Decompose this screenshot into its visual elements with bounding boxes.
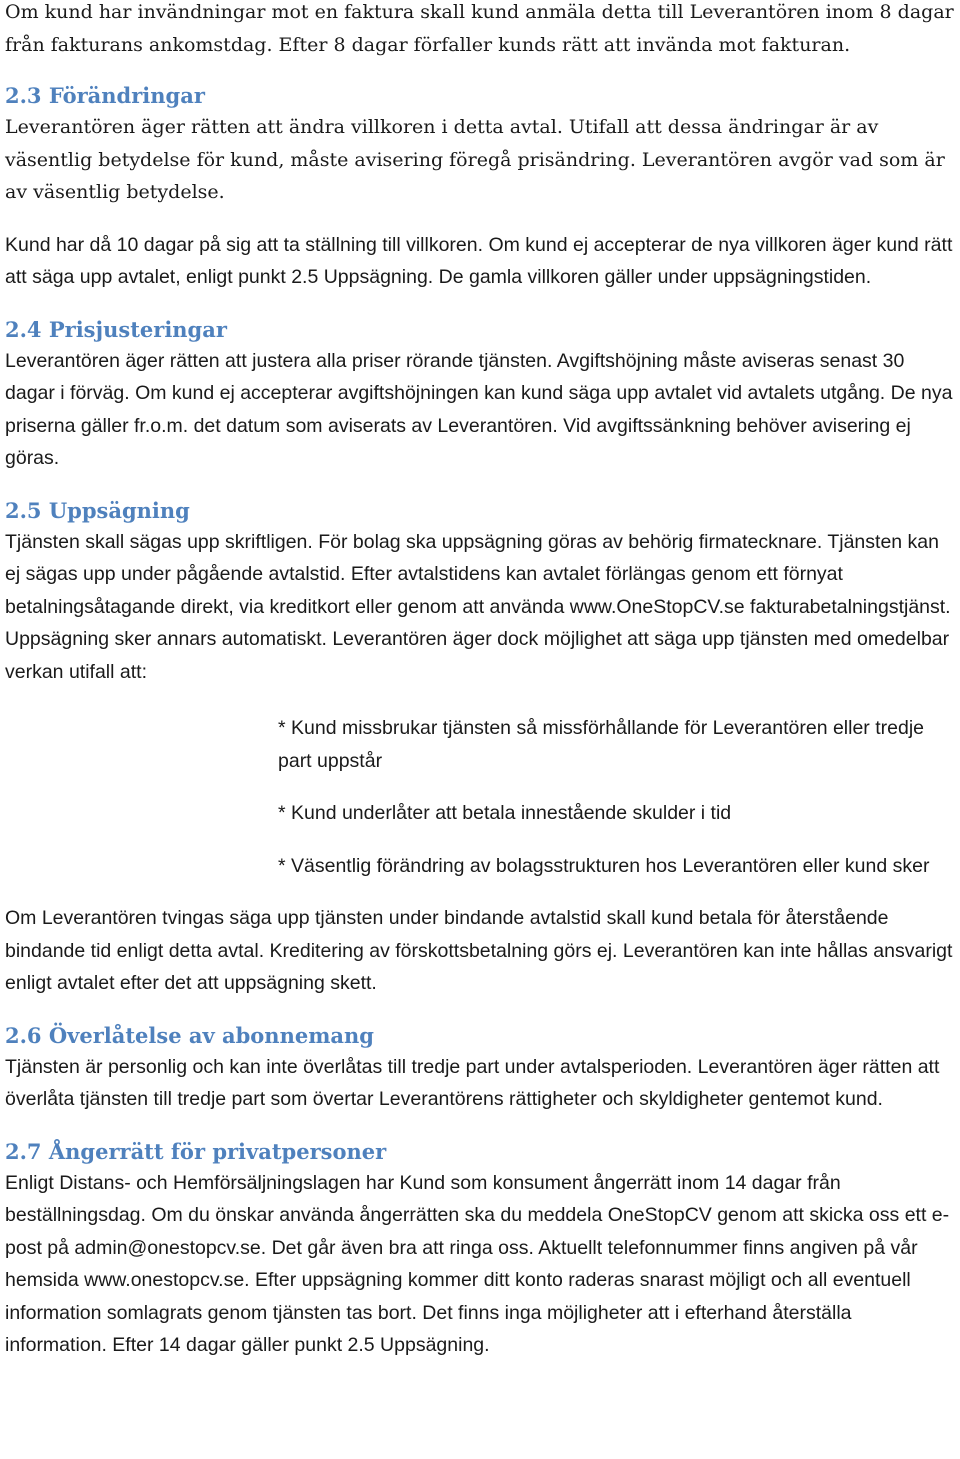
intro-paragraph: Om kund har invändningar mot en faktura skall kund anmäla detta till Leverantören inom 8 dagar från fakturans ankomstdag. Efter 8 dagar förfaller kunds rätt att invända mot fakturan. <box>5 1 954 56</box>
section-2-5 <box>5 496 955 1000</box>
list-item: * Kund missbrukar tjänsten så missförhållande för Leverantören eller tredje part uppstår <box>278 717 924 772</box>
section-2-5-paragraph-2: Om Leverantören tvingas säga upp tjänsten under bindande avtalstid skall kund betala för återstående bindande tid enligt detta avtal. Kreditering av förskottsbetalning görs ej. Leverantören kan inte hållas ansvarigt enligt avtalet efter det att uppsägning skett. <box>5 907 953 994</box>
section-heading-2-6: 2.6 Överlåtelse av abonnemang <box>5 1022 374 1048</box>
section-heading-2-7: 2.7 Ångerrätt för privatpersoner <box>5 1138 387 1164</box>
section-heading-2-3: 2.3 Förändringar <box>5 83 205 108</box>
section-2-4 <box>5 315 955 475</box>
document-page <box>5 0 955 1362</box>
section-2-6 <box>5 1021 955 1116</box>
section-2-5-paragraph-1: Tjänsten skall sägas upp skriftligen. För bolag ska uppsägning göras av behörig firmatecknare. Tjänsten kan ej sägas upp under pågående avtalstid. Efter avtalstidens kan avtalet förlängas genom ett förnyat betalningsåtagande direkt, via kreditkort eller genom att använda www.OneStopCV.se fakturabetalningstjänst. Uppsägning sker annars automatiskt. Leverantören äger dock möjlighet att säga upp tjänsten med omedelbar verkan utifall att: <box>5 530 951 683</box>
section-2-3-paragraph-1: Leverantören äger rätten att ändra villkoren i detta avtal. Utifall att dessa ändringar är av väsentlig betydelse för kund, måste avisering föregå prisändring. Leverantören avgör vad som är av väsentlig betydelse. <box>5 116 945 203</box>
section-2-7 <box>5 1137 955 1362</box>
section-heading-2-4: 2.4 Prisjusteringar <box>5 316 227 342</box>
section-2-6-paragraph-1: Tjänsten är personlig och kan inte överlåtas till tredje part under avtalsperioden. Leverantören äger rätten att överlåta tjänsten till tredje part som övertar Leverantörens rättigheter och skyldigheter gentemot kund. <box>5 1055 940 1110</box>
section-2-3-paragraph-2: Kund har då 10 dagar på sig att ta ställning till villkoren. Om kund ej accepterar de nya villkoren äger kund rätt att säga upp avtalet, enligt punkt 2.5 Uppsägning. De gamla villkoren gäller under uppsägningstiden. <box>5 233 953 288</box>
section-2-4-paragraph-1: Leverantören äger rätten att justera alla priser rörande tjänsten. Avgiftshöjning måste aviseras senast 30 dagar i förväg. Om kund ej accepterar avgiftshöjningen kan kund säga upp avtalet vid avtalets utgång. De nya priserna gäller fr.o.m. det datum som aviserats av Leverantören. Vid avgiftssänkning behöver avisering ej göras. <box>5 349 953 469</box>
section-heading-2-5: 2.5 Uppsägning <box>5 497 190 523</box>
section-2-3 <box>5 81 955 294</box>
section-2-7-paragraph-1: Enligt Distans- och Hemförsäljningslagen har Kund som konsument ångerrätt inom 14 dagar från beställningsdag. Om du önskar använda ångerrätten ska du meddela OneStopCV genom att skicka oss ett e-post på admin@onestopcv.se. Det går även bra att ringa oss. Aktuellt telefonnummer finns angiven på vår hemsida www.onestopcv.se. Efter uppsägning kommer ditt konto raderas snarast möjligt och all eventuell information somlagrats genom tjänsten tas bort. Det finns inga möjligheter att i efterhand återställa information. Efter 14 dagar gäller punkt 2.5 Uppsägning. <box>5 1171 950 1356</box>
list-item: * Väsentlig förändring av bolagsstrukturen hos Leverantören eller kund sker <box>278 854 930 877</box>
list-item: * Kund underlåter att betala innestående skulder i tid <box>278 802 732 824</box>
